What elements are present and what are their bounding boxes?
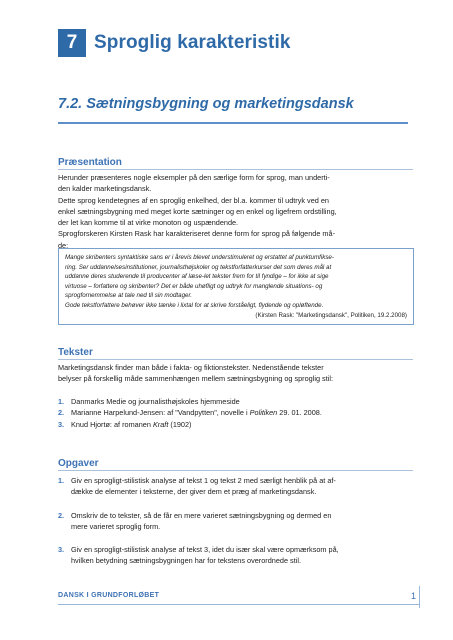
text-line: enkel sætningsbygning med meget korte sætninger og en enkel og ligefrem ordstilling, [58,206,337,216]
task-item [58,544,413,567]
chapter-heading [58,29,291,57]
task-number: 1. [58,476,65,485]
page-footer [58,590,420,605]
list-item [58,396,418,407]
text-line: der let kan komme til at virke monoton og uspændende. [58,218,239,228]
quote-line: Gode tekstforfattere behøver ikke tænke i lixtal for at skrive forståeligt, flydende og opløftende. [65,301,324,309]
quote-line: ring. Ser uddannelsesinstitutioner, journalisthøjskoler og tekstforfatterkurser det som deres mål at [65,263,332,271]
list-text: Danmarks Medie og journalisthøjskoles hjemmeside [71,397,240,406]
list-number: 3. [58,419,65,429]
quote-box [58,248,414,325]
presentation-heading: Præsentation [58,157,413,170]
task-number: 3. [58,545,65,554]
quote-line: sprogfornemmelse at tale ned til sin modtager. [65,292,193,300]
quote-line: virtuose – forfattere og skribenter? Det er både uhøfligt og udtryk for manglende situations- og [65,282,323,290]
task-item [58,475,413,498]
chapter-title: Sproglig karakteristik [94,32,291,53]
list-text: Knud Hjortø: af romanen Kraft (1902) [71,419,192,429]
quote-source: (Kirsten Rask: "Marketingsdansk", Politiken, 19.2.2008) [255,311,407,319]
task-text: Giv en sprogligt-stilistisk analyse af tekst 1 og tekst 2 med særligt henblik på at af- dække de elementer i teksterne, der giver dem et præg af marketingsdansk. [71,476,336,497]
task-text: Omskriv de to tekster, så de får en mere varieret sætningsbygning og dermed en mere varieret sproglig form. [71,511,332,532]
chapter-number: 7 [58,29,86,57]
list-number: 2. [58,408,65,418]
quote-line: uddanne deres studerende til producenter af læse-let tekster frem for til fyndige – for ikke at sige [65,273,329,281]
page-number: 1 [410,591,416,601]
list-item [58,407,418,418]
list-item [58,419,418,430]
footer-label: DANSK I GRUNDFORLØBET [58,592,160,599]
task-number: 2. [58,511,65,520]
texts-heading: Tekster [58,347,413,360]
footer-divider [419,586,420,608]
presentation-paragraph [58,172,416,251]
text-line: Herunder præsenteres nogle eksempler på den særlige form for sprog, man underti- [58,173,330,182]
text-line: Dette sprog kendetegnes af en sproglig enkelhed, der bl.a. kommer til udtryk ved en [58,195,329,205]
text-line: Marketingsdansk finder man både i fakta- og fiktionstekster. Nedenstående tekster [58,363,324,372]
text-line: belyser på forskellig måde sammenhængen mellem sætningsbygning og sproglig stil: [58,374,333,384]
task-text: Giv en sprogligt-stilistisk analyse af tekst 3, idet du især skal være opmærksom på, hvilken betydning sætningsbygningen har for tekstens overordnede stil. [71,545,339,566]
list-number: 1. [58,397,65,406]
tasks-heading: Opgaver [58,458,413,471]
task-item [58,510,413,533]
text-line: Sprogforskeren Kirsten Rask har karakteriseret denne form for sprog på følgende må- [58,229,336,239]
text-line: de: [58,240,69,250]
text-line: den kalder marketingsdansk. [58,184,152,194]
section-title: 7.2. Sætningsbygning og marketingsdansk [58,96,408,124]
list-text: Marianne Harpelund-Jensen: af "Vandpytten", novelle i Politiken 29. 01. 2008. [71,408,322,418]
texts-intro [58,362,416,385]
quote-line: Mange skribenters syntaktiske sans er i årevis blevet understimuleret og erstattet af punktumfikse- [65,254,334,261]
texts-list [58,396,418,430]
